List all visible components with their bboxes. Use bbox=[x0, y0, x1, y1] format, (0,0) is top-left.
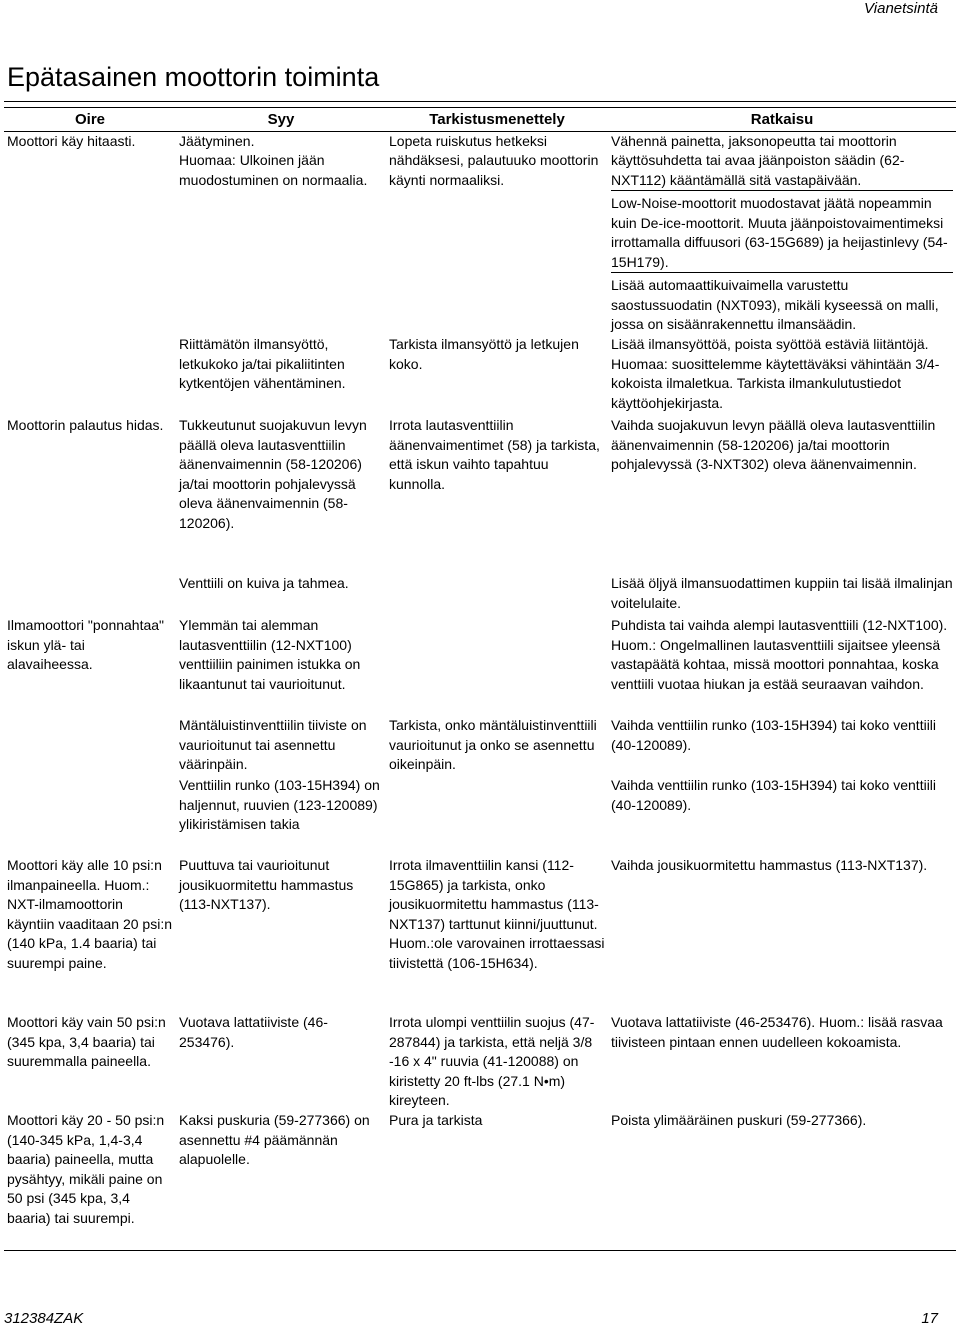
column-header-ratkaisu: Ratkaisu bbox=[608, 108, 956, 132]
section-header: Vianetsintä bbox=[864, 0, 938, 17]
cell-syy bbox=[176, 616, 386, 716]
table-row bbox=[4, 856, 956, 1013]
title-rule bbox=[4, 101, 956, 102]
solution-text: Vaihda venttiilin runko (103-15H394) tai koko venttiili (40-120089). bbox=[611, 717, 937, 753]
cell-syy bbox=[176, 776, 386, 856]
troubleshooting-table bbox=[4, 107, 956, 1251]
cell-ratkaisu bbox=[608, 616, 956, 716]
cell-ratkaisu bbox=[608, 776, 956, 856]
cell-text: Moottorin palautus hidas. bbox=[7, 417, 164, 433]
table-row bbox=[4, 616, 956, 716]
table-header-row bbox=[4, 108, 956, 132]
cell-text: Tukkeutunut suojakuvun levyn päällä oleva lautasventtiilin äänenvaimennin (58-120206) ja/tai moottorin pohjalevyssä oleva äänenvaimennin (58-120206). bbox=[179, 417, 367, 531]
cell-text: Mäntäluistinventtiilin tiiviste on vaurioitunut tai asennettu väärinpäin. bbox=[179, 717, 367, 772]
solution-text: Vaihda jousikuormitettu hammastus (113-NXT137). bbox=[611, 857, 928, 873]
cell-text: Tarkista, onko mäntäluistinventtiili vaurioitunut ja onko se asennettu oikeinpäin. bbox=[389, 717, 597, 772]
cell-oire bbox=[4, 616, 176, 716]
cell-text: Riittämätön ilmansyöttö, letkukoko ja/tai pikaliitinten kytkentöjen vähentäminen. bbox=[179, 336, 346, 391]
solution-text: Lisää automaattikuivaimella varustettu saostussuodatin (NXT093), mikäli kyseessä on malli, jossa on sisäänrakennettu ilmansäädin. bbox=[611, 277, 939, 332]
cell-tarkistus bbox=[386, 335, 608, 416]
solution-text: Vuotava lattatiiviste (46-253476). Huom.: lisää rasvaa tiivisteen pintaan ennen uudelleen kokoamista. bbox=[611, 1014, 943, 1050]
cell-divider bbox=[611, 272, 953, 273]
cell-oire bbox=[4, 131, 176, 335]
cell-text: Moottori käy alle 10 psi:n ilmanpaineella. Huom.: NXT-ilmamoottorin käyntiin vaaditaan 20 psi:n (140 kPa, 1.4 baaria) tai suurempi paine. bbox=[7, 857, 172, 971]
cell-tarkistus bbox=[386, 1013, 608, 1111]
table-row bbox=[4, 1111, 956, 1251]
table-row bbox=[4, 716, 956, 776]
cell-tarkistus bbox=[386, 716, 608, 856]
cell-oire bbox=[4, 416, 176, 574]
solution-text: Low-Noise-moottorit muodostavat jäätä nopeammin kuin De-ice-moottorit. Muuta jäänpoistovaimentimeksi irrottamalla diffuusori (63-15G689) ja heijastinlevy (54-15H179). bbox=[611, 195, 948, 270]
cell-text: Ylemmän tai alemman lautasventtiilin (12-NXT100) venttiiliin painimen istukka on likaantunut tai vaurioitunut. bbox=[179, 617, 361, 692]
cell-ratkaisu bbox=[608, 416, 956, 574]
cell-syy bbox=[176, 1013, 386, 1111]
cell-text: Kaksi puskuria (59-277366) on asennettu #4 päämännän alapuolelle. bbox=[179, 1112, 370, 1167]
cell-text: Moottori käy vain 50 psi:n (345 kpa, 3,4 baaria) tai suuremmalla paineella. bbox=[7, 1014, 166, 1069]
table-row bbox=[4, 416, 956, 574]
table-row bbox=[4, 574, 956, 616]
cell-text: Lopeta ruiskutus hetkeksi nähdäksesi, palautuuko moottorin käynti normaaliksi. bbox=[389, 132, 599, 188]
solution-text: Poista ylimääräinen puskuri (59-277366). bbox=[611, 1112, 867, 1128]
cell-tarkistus bbox=[386, 574, 608, 616]
cell-text: Pura ja tarkista bbox=[389, 1112, 483, 1128]
column-header-tarkistusmenettely: Tarkistusmenettely bbox=[386, 108, 608, 132]
cell-oire bbox=[4, 1111, 176, 1251]
cell-syy bbox=[176, 335, 386, 416]
cell-tarkistus bbox=[386, 416, 608, 574]
cell-text: Moottori käy hitaasti. bbox=[7, 132, 136, 149]
cell-ratkaisu bbox=[608, 574, 956, 616]
cell-syy bbox=[176, 416, 386, 574]
cell-ratkaisu bbox=[608, 1013, 956, 1111]
cell-text: Tarkista ilmansyöttö ja letkujen koko. bbox=[389, 336, 579, 372]
cell-text: Vuotava lattatiiviste (46-253476). bbox=[179, 1014, 328, 1050]
cell-ratkaisu bbox=[608, 1111, 956, 1251]
cell-ratkaisu bbox=[608, 131, 956, 335]
solution-text: Vaihda suojakuvun levyn päällä oleva lautasventtiilin äänenvaimennin (58-120206) ja/tai moottorin pohjalevyssä (3-NXT302) oleva äänenvaimennin. bbox=[611, 417, 936, 472]
cell-text: Venttiili on kuiva ja tahmea. bbox=[179, 575, 349, 591]
cell-oire bbox=[4, 856, 176, 1013]
column-header-syy: Syy bbox=[176, 108, 386, 132]
cell-text: Irrota ilmaventtiilin kansi (112-15G865) ja tarkista, onko jousikuormitettu hammastus (113-NXT137) tarttunut kiinni/juuttunut. Huom.:ole varovainen irrottaessasi tiivistettä (106-15H634). bbox=[389, 857, 605, 971]
solution-text: Vaihda venttiilin runko (103-15H394) tai koko venttiili (40-120089). bbox=[611, 777, 937, 813]
cell-tarkistus bbox=[386, 856, 608, 1013]
page-number: 17 bbox=[921, 1310, 938, 1327]
solution-text: Lisää ilmansyöttöä, poista syöttöä estäviä liitäntöjä. Huomaa: suosittelemme käytettäväksi vähintään 3/4-kokoista ilmaletkua. Tarkista ilmankulutustiedot käyttöohjekirjasta. bbox=[611, 336, 940, 411]
cell-syy bbox=[176, 574, 386, 616]
cell-divider bbox=[611, 190, 953, 191]
solution-text: Vähennä painetta, jaksonopeutta tai moottorin käyttösuhdetta tai avaa jäänpoiston säädin (62-NXT112) kääntämällä sitä vastapäivään. bbox=[611, 132, 905, 188]
cell-tarkistus bbox=[386, 616, 608, 716]
table-row bbox=[4, 1013, 956, 1111]
cell-oire bbox=[4, 1013, 176, 1111]
cell-ratkaisu bbox=[608, 856, 956, 1013]
solution-text: Lisää öljyä ilmansuodattimen kuppiin tai lisää ilmalinjan voitelulaite. bbox=[611, 575, 953, 611]
cell-syy bbox=[176, 131, 386, 335]
cell-syy bbox=[176, 716, 386, 776]
cell-oire bbox=[4, 574, 176, 616]
cell-text: Irrota lautasventtiilin äänenvaimentimet (58) ja tarkista, että iskun vaihto tapahtuu kunnolla. bbox=[389, 417, 600, 492]
document-number: 312384ZAK bbox=[4, 1310, 84, 1327]
cell-tarkistus bbox=[386, 1111, 608, 1251]
cell-text: Jäätyminen. Huomaa: Ulkoinen jään muodostuminen on normaalia. bbox=[179, 132, 368, 188]
page-title: Epätasainen moottorin toiminta bbox=[7, 62, 380, 92]
cell-text: Moottori käy 20 - 50 psi:n (140-345 kPa, 1,4-3,4 baaria) paineella, mutta pysähtyy, mikäli paine on 50 psi (345 kpa, 3,4 baaria) tai suurempi. bbox=[7, 1112, 165, 1226]
cell-text: Venttiilin runko (103-15H394) on haljennut, ruuvien (123-120089) ylikiristämisen takia bbox=[179, 777, 380, 832]
cell-oire bbox=[4, 716, 176, 776]
cell-tarkistus bbox=[386, 131, 608, 335]
table-row bbox=[4, 335, 956, 416]
cell-ratkaisu bbox=[608, 716, 956, 776]
cell-text: Puuttuva tai vaurioitunut jousikuormitettu hammastus (113-NXT137). bbox=[179, 857, 354, 912]
cell-text: Ilmamoottori "ponnahtaa" iskun ylä- tai alavaiheessa. bbox=[7, 617, 165, 672]
table-row bbox=[4, 131, 956, 335]
cell-oire bbox=[4, 335, 176, 416]
bottom-rule bbox=[4, 1250, 956, 1251]
cell-syy bbox=[176, 1111, 386, 1251]
cell-oire bbox=[4, 776, 176, 856]
column-header-oire: Oire bbox=[4, 108, 176, 132]
cell-syy bbox=[176, 856, 386, 1013]
cell-ratkaisu bbox=[608, 335, 956, 416]
cell-text: Irrota ulompi venttiilin suojus (47-287844) ja tarkista, että neljä 3/8 -16 x 4" ruuvia (41-120088) on kiristetty 20 ft-lbs (27.1 N•m) kireyteen. bbox=[389, 1014, 595, 1108]
solution-text: Puhdista tai vaihda alempi lautasventtiili (12-NXT100). Huom.: Ongelmallinen lautasventtiili sijaitsee yleensä vastapäätä kohtaa, missä moottori ponnahtaa, koska venttiili vuotaa hiukan ja estää seuraavan vaihdon. bbox=[611, 617, 948, 692]
